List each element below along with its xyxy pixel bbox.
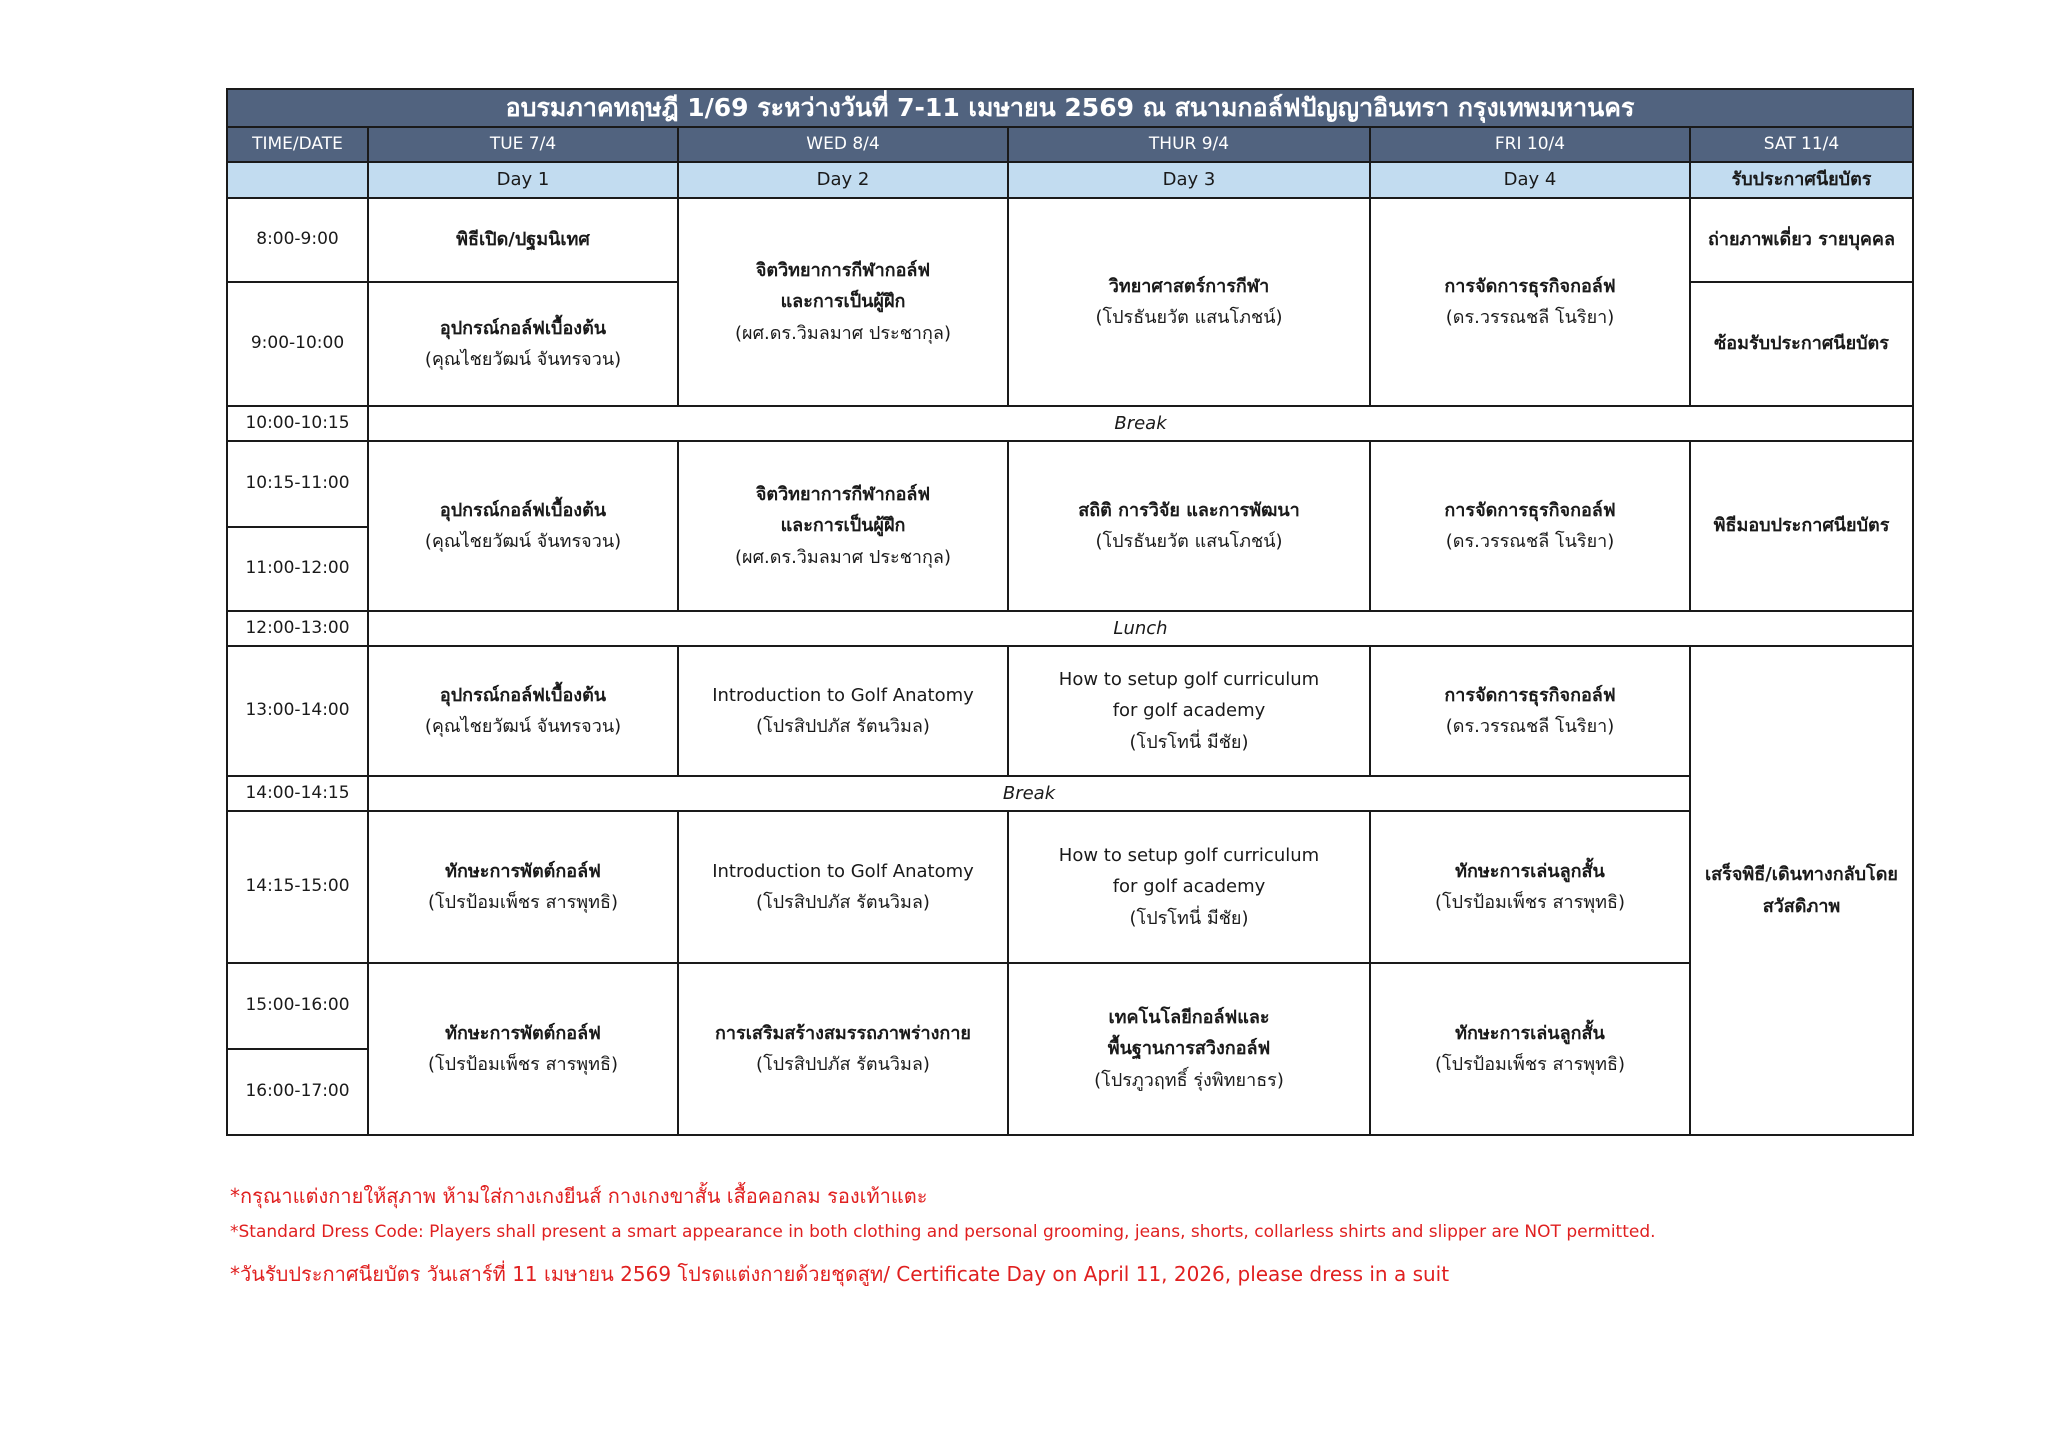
- session-speaker: (โปรโทนี่ มีชัย): [1129, 731, 1249, 753]
- session-title: พิธีเปิด/ปฐมนิเทศ: [456, 229, 590, 251]
- time-slot: 9:00-10:00: [227, 282, 368, 406]
- session-sat-rehearsal: [1690, 282, 1913, 406]
- session-speaker: (คุณไชยวัฒน์ จันทรจวน): [424, 716, 622, 737]
- session-fri-pm1: [1370, 646, 1690, 776]
- session-thu-pm3: [1008, 963, 1370, 1135]
- title-row: [227, 89, 1913, 127]
- time-slot: 13:00-14:00: [227, 646, 368, 776]
- session-wed-pm2: [678, 811, 1008, 963]
- session-thu-pm1: [1008, 646, 1370, 776]
- row-1300: [227, 646, 1913, 776]
- session-speaker: (คุณไชยวัฒน์ จันทรจวน): [424, 531, 622, 552]
- session-speaker: (ผศ.ดร.วิมลมาศ ประชากุล): [735, 322, 951, 344]
- date-header-row: [227, 127, 1913, 162]
- session-speaker: (โปรสิปปภัส รัตนวิมล): [756, 1054, 930, 1075]
- day-4-label: Day 4: [1370, 162, 1690, 198]
- session-title: Introduction to Golf Anatomy: [712, 684, 974, 706]
- date-thu: THUR 9/4: [1008, 127, 1370, 162]
- session-fri-mid: [1370, 441, 1690, 611]
- session-title: การจัดการธุรกิจกอล์ฟ: [1444, 684, 1616, 706]
- time-date-header: TIME/DATE: [227, 127, 368, 162]
- session-title: ทักษะการพัตต์กอล์ฟ: [445, 1022, 601, 1044]
- session-title: จิตวิทยาการกีฬากอล์ฟ: [755, 483, 931, 505]
- session-tue-pm1: [368, 646, 678, 776]
- session-title: How to setup golf curriculum: [1058, 844, 1320, 866]
- row-1200: [227, 611, 1913, 646]
- session-title: อุปกรณ์กอล์ฟเบื้องต้น: [439, 499, 607, 521]
- session-title: เทคโนโลยีกอล์ฟและ: [1108, 1006, 1270, 1028]
- session-speaker: (ดร.วรรณชลี โนริยา): [1445, 531, 1615, 552]
- session-speaker: (โปรธันยวัต แสนโภชน์): [1095, 307, 1283, 328]
- time-slot: 15:00-16:00: [227, 963, 368, 1049]
- session-speaker: (ดร.วรรณชลี โนริยา): [1445, 716, 1615, 737]
- time-slot: 10:15-11:00: [227, 441, 368, 527]
- session-title: อุปกรณ์กอล์ฟเบื้องต้น: [439, 317, 607, 339]
- session-speaker: (โปรป้อมเพ็ชร สารพุทธิ): [427, 892, 618, 913]
- session-speaker: (โปรป้อมเพ็ชร สารพุทธิ): [427, 1054, 618, 1075]
- day-3-label: Day 3: [1008, 162, 1370, 198]
- session-sat-photo: [1690, 198, 1913, 282]
- session-speaker: (โปรสิปปภัส รัตนวิมล): [756, 892, 930, 913]
- session-tue-am: [368, 282, 678, 406]
- session-sat-end: [1690, 646, 1913, 1135]
- session-speaker: (โปรป้อมเพ็ชร สารพุทธิ): [1434, 1054, 1625, 1075]
- certificate-day-label: รับประกาศนียบัตร: [1690, 162, 1913, 198]
- session-title: วิทยาศาสตร์การกีฬา: [1108, 275, 1270, 297]
- row-0800: [227, 198, 1913, 282]
- row-1415: [227, 811, 1913, 963]
- day-1-label: Day 1: [368, 162, 678, 198]
- session-title: พิธีมอบประกาศนียบัตร: [1713, 515, 1890, 537]
- session-title: การจัดการธุรกิจกอล์ฟ: [1444, 499, 1616, 521]
- row-1500: [227, 963, 1913, 1049]
- session-title: อุปกรณ์กอล์ฟเบื้องต้น: [439, 684, 607, 706]
- session-wed-pm3: [678, 963, 1008, 1135]
- session-title: for golf academy: [1112, 700, 1266, 722]
- session-title: Introduction to Golf Anatomy: [712, 860, 974, 882]
- lunch-label: Lunch: [368, 611, 1913, 646]
- session-fri-am: [1370, 198, 1690, 406]
- session-title: ซ้อมรับประกาศนียบัตร: [1714, 333, 1889, 355]
- day-2-label: Day 2: [678, 162, 1008, 198]
- session-fri-pm3: [1370, 963, 1690, 1135]
- break-label: Break: [368, 776, 1690, 811]
- time-slot: 10:00-10:15: [227, 406, 368, 441]
- time-slot: 11:00-12:00: [227, 527, 368, 611]
- session-speaker: (โปรภูวฤทธิ์ รุ่งพิทยาธร): [1094, 1069, 1284, 1091]
- session-tue-pm2: [368, 811, 678, 963]
- date-sat: SAT 11/4: [1690, 127, 1913, 162]
- day-header-row: [227, 162, 1913, 198]
- session-tue-mid: [368, 441, 678, 611]
- session-title: เสร็จพิธี/เดินทางกลับโดย: [1705, 864, 1898, 885]
- time-slot: 14:15-15:00: [227, 811, 368, 963]
- session-wed-mid: [678, 441, 1008, 611]
- certificate-day-note: *วันรับประกาศนียบัตร วันเสาร์ที่ 11 เมษายน 2569 โปรดแต่งกายด้วยชุดสูท/ Certificate Day on April 11, 2026, please dress in a suit: [230, 1262, 1450, 1286]
- session-title: จิตวิทยาการกีฬากอล์ฟ: [755, 259, 931, 281]
- session-speaker: (โปรป้อมเพ็ชร สารพุทธิ): [1434, 892, 1625, 913]
- session-speaker: (คุณไชยวัฒน์ จันทรจวน): [424, 349, 622, 370]
- date-wed: WED 8/4: [678, 127, 1008, 162]
- time-slot: 8:00-9:00: [227, 198, 368, 282]
- break-label: Break: [368, 406, 1913, 441]
- session-title: ทักษะการเล่นลูกสั้น: [1455, 860, 1605, 882]
- session-title: ทักษะการเล่นลูกสั้น: [1455, 1022, 1605, 1044]
- session-tue-pm3: [368, 963, 678, 1135]
- schedule-table: [226, 88, 1914, 1136]
- session-thu-pm2: [1008, 811, 1370, 963]
- schedule-title: อบรมภาคทฤษฎี 1/69 ระหว่างวันที่ 7-11 เมษายน 2569 ณ สนามกอล์ฟปัญญาอินทรา กรุงเทพมหานคร: [227, 89, 1913, 127]
- dress-code-note-thai: *กรุณาแต่งกายให้สุภาพ ห้ามใส่กางเกงยีนส์ กางเกงขาสั้น เสื้อคอกลม รองเท้าแตะ: [230, 1184, 928, 1208]
- session-fri-pm2: [1370, 811, 1690, 963]
- date-fri: FRI 10/4: [1370, 127, 1690, 162]
- session-title: และการเป็นผู้ฝึก: [780, 291, 906, 313]
- row-1400: [227, 776, 1913, 811]
- session-thu-am: [1008, 198, 1370, 406]
- session-title: และการเป็นผู้ฝึก: [780, 515, 906, 537]
- time-slot: 16:00-17:00: [227, 1049, 368, 1135]
- session-title: สวัสดิภาพ: [1762, 895, 1841, 917]
- session-speaker: (ผศ.ดร.วิมลมาศ ประชากุล): [735, 546, 951, 568]
- session-speaker: (โปรสิปปภัส รัตนวิมล): [756, 716, 930, 737]
- session-title: How to setup golf curriculum: [1058, 668, 1320, 690]
- date-tue: TUE 7/4: [368, 127, 678, 162]
- session-title: การจัดการธุรกิจกอล์ฟ: [1444, 275, 1616, 297]
- row-1015: [227, 441, 1913, 527]
- session-title: for golf academy: [1112, 876, 1266, 898]
- session-title: ทักษะการพัตต์กอล์ฟ: [445, 860, 601, 882]
- session-speaker: (โปรธันยวัต แสนโภชน์): [1095, 531, 1283, 552]
- session-title: การเสริมสร้างสมรรถภาพร่างกาย: [715, 1022, 971, 1044]
- session-thu-mid: [1008, 441, 1370, 611]
- session-opening: [368, 198, 678, 282]
- session-speaker: (ดร.วรรณชลี โนริยา): [1445, 307, 1615, 328]
- dress-code-note-english: *Standard Dress Code: Players shall present a smart appearance in both clothing and personal grooming, jeans, shorts, collarless shirts and slipper are NOT permitted.: [230, 1222, 1656, 1242]
- session-title: ถ่ายภาพเดี่ยว รายบุคคล: [1707, 229, 1895, 251]
- session-sat-ceremony: [1690, 441, 1913, 611]
- session-speaker: (โปรโทนี่ มีชัย): [1129, 907, 1249, 929]
- time-slot: 14:00-14:15: [227, 776, 368, 811]
- session-title: พื้นฐานการสวิงกอล์ฟ: [1107, 1038, 1271, 1060]
- row-1000: [227, 406, 1913, 441]
- time-slot: 12:00-13:00: [227, 611, 368, 646]
- session-title: สถิติ การวิจัย และการพัฒนา: [1078, 499, 1300, 521]
- session-wed-am: [678, 198, 1008, 406]
- session-wed-pm1: [678, 646, 1008, 776]
- day-header-empty: [227, 162, 368, 198]
